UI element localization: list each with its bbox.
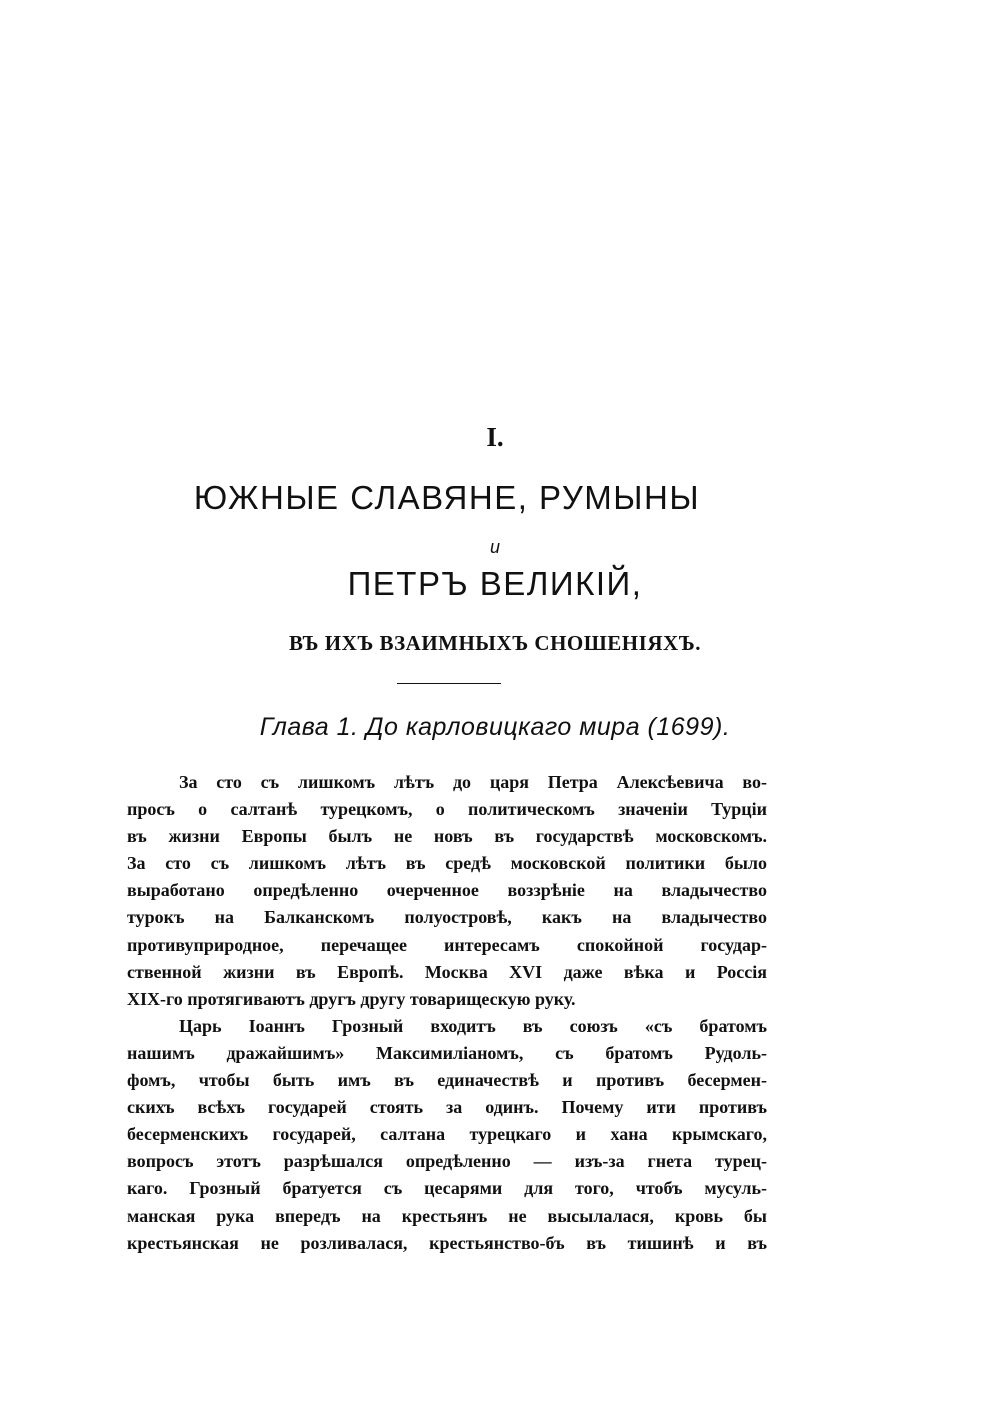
text-line: За сто съ лишкомъ лѣтъ до царя Петра Алексѣевича во-: [179, 772, 767, 792]
text-line: фомъ, чтобы быть имъ въ единачествѣ и противъ бесермен-: [127, 1070, 767, 1091]
body-text: [127, 769, 767, 1257]
text-line: выработано опредѣленно очерченное воззрѣніе на владычество: [127, 880, 767, 901]
section-number: I.: [486, 422, 504, 452]
text-line: въ жизни Европы былъ не новъ въ государствѣ московскомъ.: [127, 826, 767, 847]
text-line: вопросъ этотъ разрѣшался опредѣленно — изъ-за гнета турец-: [127, 1151, 767, 1172]
title-conjunction: и: [489, 537, 500, 557]
text-line: крестьянская не розливалася, крестьянство-бъ въ тишинѣ и въ: [127, 1232, 767, 1253]
text-line: Царь Іоаннъ Грозный входитъ въ союзъ «съ братомъ: [179, 1015, 767, 1036]
text-line: просъ о салтанѣ турецкомъ, о политическомъ значеніи Турціи: [127, 799, 767, 820]
chapter-title: Глава 1. До карловицкаго мира (1699).: [259, 713, 731, 741]
text-line: XIX-го протягиваютъ другъ другу товарищескую руку.: [127, 988, 576, 1009]
text-line: противуприродное, перечащее интересамъ спокойной государ-: [127, 934, 767, 955]
text-line: За сто съ лишкомъ лѣтъ въ средѣ московской политики было: [127, 853, 767, 874]
title-line-2: ПЕТРЪ ВЕЛИКІЙ,: [347, 565, 643, 602]
text-line: турокъ на Балканскомъ полуостровѣ, какъ на владычество: [127, 907, 767, 928]
text-line: бесерменскихъ государей, салтана турецкаго и хана крымскаго,: [127, 1124, 767, 1145]
text-line: манская рука впередъ на крестьянъ не высылалася, кровь бы: [127, 1205, 767, 1226]
paragraph-2: [127, 1013, 767, 1257]
title-line-1: ЮЖНЫЕ СЛАВЯНЕ, РУМЫНЫ: [193, 479, 701, 516]
text-line: нашимъ дражайшимъ» Максимиліаномъ, съ братомъ Рудоль-: [127, 1042, 767, 1063]
subtitle: ВЪ ИХЪ ВЗАИМНЫХЪ СНОШЕНІЯХЪ.: [289, 631, 701, 655]
text-line: ственной жизни въ Европѣ. Москва XVI даже вѣка и Россія: [127, 961, 767, 982]
title-divider: [397, 683, 501, 684]
paragraph-1: [127, 769, 767, 1013]
text-line: каго. Грозный братуется съ цесарями для того, чтобъ мусуль-: [127, 1178, 767, 1199]
text-line: скихъ всѣхъ государей стоять за одинъ. Почему ити противъ: [127, 1097, 767, 1118]
